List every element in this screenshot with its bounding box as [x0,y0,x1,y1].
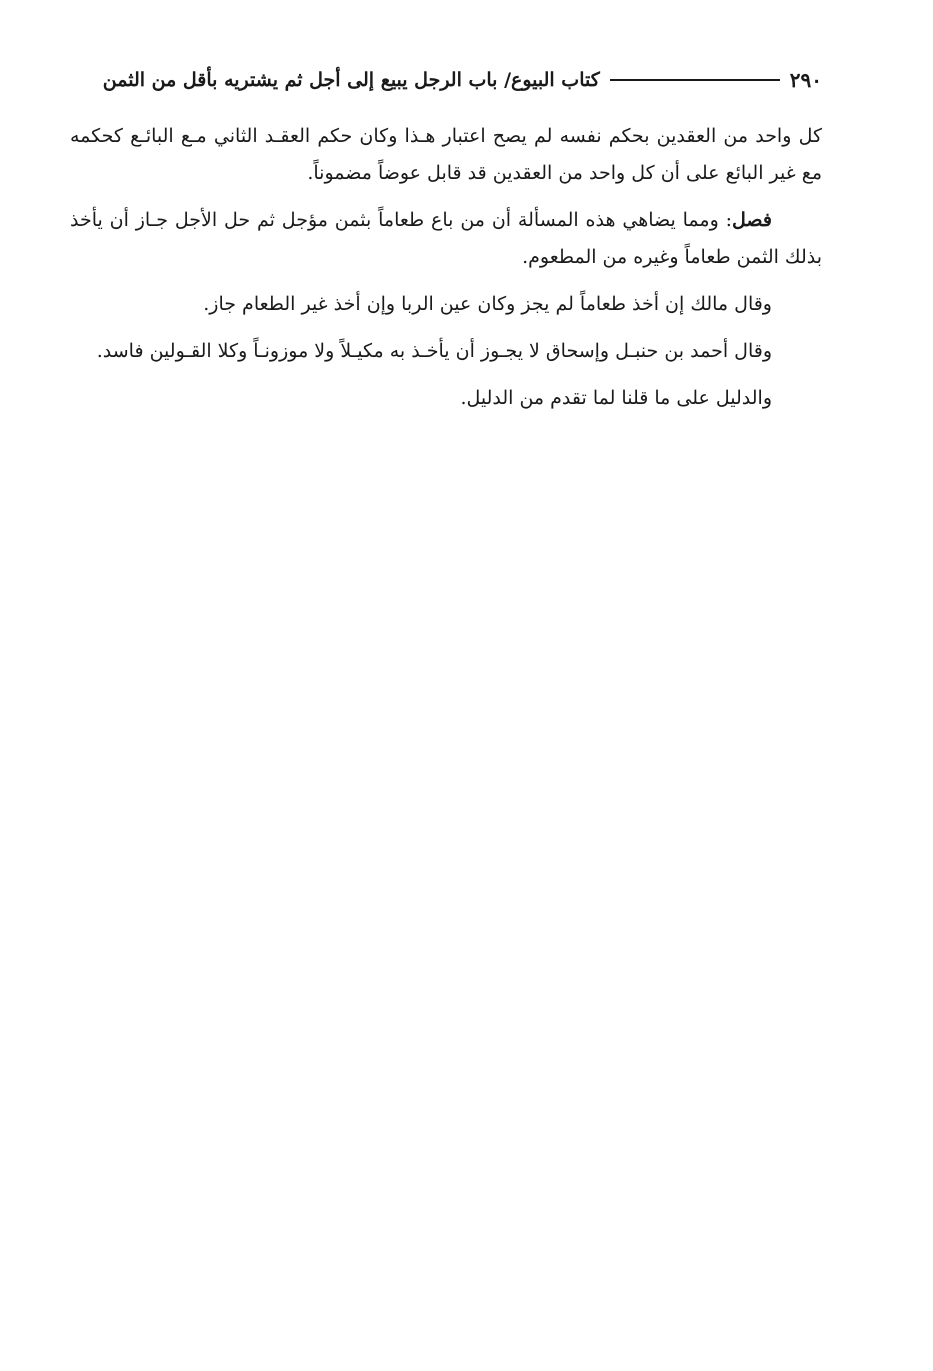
paragraph-text: والدليل على ما قلنا لما تقدم من الدليل. [460,387,772,409]
paragraph-continuation [70,118,822,192]
page-number: ٢٩٠ [789,68,822,92]
body-text [70,118,822,427]
paragraph-text: وقال مالك إن أخذ طعاماً لم يجز وكان عين الربا وإن أخذ غير الطعام جاز. [203,293,772,315]
running-title: كتاب البيوع/ باب الرجل يبيع إلى أجل ثم يشتريه بأقل من الثمن [102,69,600,91]
paragraph-text: كل واحد من العقدين بحكم نفسه لم يصح اعتبار هـذا وكان حكم العقـد الثاني مـع البائـع كحكمه مع غير البائع على أن كل واحد من العقدين قد قابل عوضاً مضموناً. [70,125,822,184]
paragraph-text: وقال أحمد بن حنبـل وإسحاق لا يجـوز أن يأخـذ به مكيـلاً ولا موزونـاً وكلا القـولين فاسد. [96,340,772,362]
paragraph-malik [70,286,822,323]
page-header [70,60,822,100]
paragraph-ahmad [70,333,822,370]
header-rule [610,79,780,81]
paragraph-section [70,202,822,276]
paragraph-text: : ومما يضاهي هذه المسألة أن من باع طعاماً بثمن مؤجل ثم حل الأجل جـاز أن يأخذ بذلك الثمن طعاماً وغيره من المطعوم. [70,209,822,268]
paragraph-evidence [70,380,822,417]
section-label: فصل [732,209,772,231]
